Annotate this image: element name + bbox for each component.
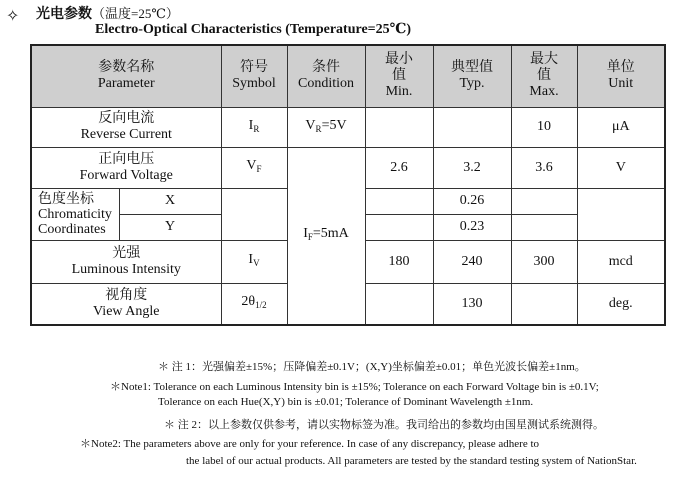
electro-optical-table [30,44,666,326]
unit-chroma [577,188,665,240]
param-luminous-intensity: 光强 Luminous Intensity [31,240,221,283]
typ-forward: 3.2 [433,147,511,188]
section-heading [36,3,179,23]
unit-luminous: mcd [577,240,665,283]
max-chroma-y [511,214,577,240]
max-luminous: 300 [511,240,577,283]
typ-chroma-y: 0.23 [433,214,511,240]
max-reverse: 10 [511,107,577,147]
section-subtitle: Electro-Optical Characteristics (Temperature=25℃) [95,22,412,37]
header-parameter: 参数名称 Parameter [31,45,221,107]
chroma-y-label: Y [119,214,221,240]
max-angle [511,283,577,325]
symbol-vf: $V_F$ [221,147,287,188]
row-forward-voltage [31,147,665,188]
note1-en-line1: ＊Note1: Tolerance on each Luminous Intensity bin is ±15%; Tolerance on each Forward Voltage bin is ±0.1V; [110,381,599,393]
max-chroma-x [511,188,577,214]
min-chroma-x [365,188,433,214]
param-chromaticity: 色度坐标 Chromaticity Coordinates [31,188,119,240]
unit-angle: deg. [577,283,665,325]
symbol-iv: $I_V$ [221,240,287,283]
header-typ: 典型值 Typ. [433,45,511,107]
header-unit: 单位 Unit [577,45,665,107]
param-forward-voltage: 正向电压 Forward Voltage [31,147,221,188]
min-luminous: 180 [365,240,433,283]
unit-reverse: μA [577,107,665,147]
param-reverse-current: 反向电流 Reverse Current [31,107,221,147]
note2-en-line2: the label of our actual products. All parameters are tested by the standard testing system of NationStar. [186,455,637,467]
unit-forward: V [577,147,665,188]
diamond-bullet-icon: ✧ [6,6,20,25]
header-condition: 条件 Condition [287,45,365,107]
row-reverse-current [31,107,665,147]
typ-chroma-x: 0.26 [433,188,511,214]
min-forward: 2.6 [365,147,433,188]
min-angle [365,283,433,325]
typ-luminous: 240 [433,240,511,283]
note1-cn: ＊ 注 1：光强偏差±15%；压降偏差±0.1V；(X,Y)坐标偏差±0.01；单色光波长偏差±1nm。 [158,361,586,373]
header-symbol: 符号 Symbol [221,45,287,107]
chroma-x-label: X [119,188,221,214]
symbol-2theta: $2\theta_{1/2}$ [221,283,287,325]
max-forward: 3.6 [511,147,577,188]
typ-angle: 130 [433,283,511,325]
header-min: 最小 值 Min. [365,45,433,107]
heading-temperature: （温度=25℃） [92,6,179,21]
heading-title: 光电参数 [36,6,92,22]
param-view-angle: 视角度 View Angle [31,283,221,325]
header-row [31,45,665,107]
condition-vr: $V_R=5V$ [287,107,365,147]
header-max: 最大 值 Max. [511,45,577,107]
symbol-ir: $I_R$ [221,107,287,147]
condition-if: $I_F=5mA$ [287,147,365,325]
min-reverse [365,107,433,147]
symbol-chroma [221,188,287,240]
typ-reverse [433,107,511,147]
min-chroma-y [365,214,433,240]
note1-en-line2: Tolerance on each Hue(X,Y) bin is ±0.01; Tolerance of Dominant Wavelength ±1nm. [158,396,534,408]
note2-en-line1: ＊Note2: The parameters above are only for your reference. In case of any discrepancy, please adhere to [80,438,540,450]
note2-cn: ＊ 注 2：以上参数仅供参考，请以实物标签为准。我司给出的参数均由国星测试系统测得。 [164,419,604,431]
